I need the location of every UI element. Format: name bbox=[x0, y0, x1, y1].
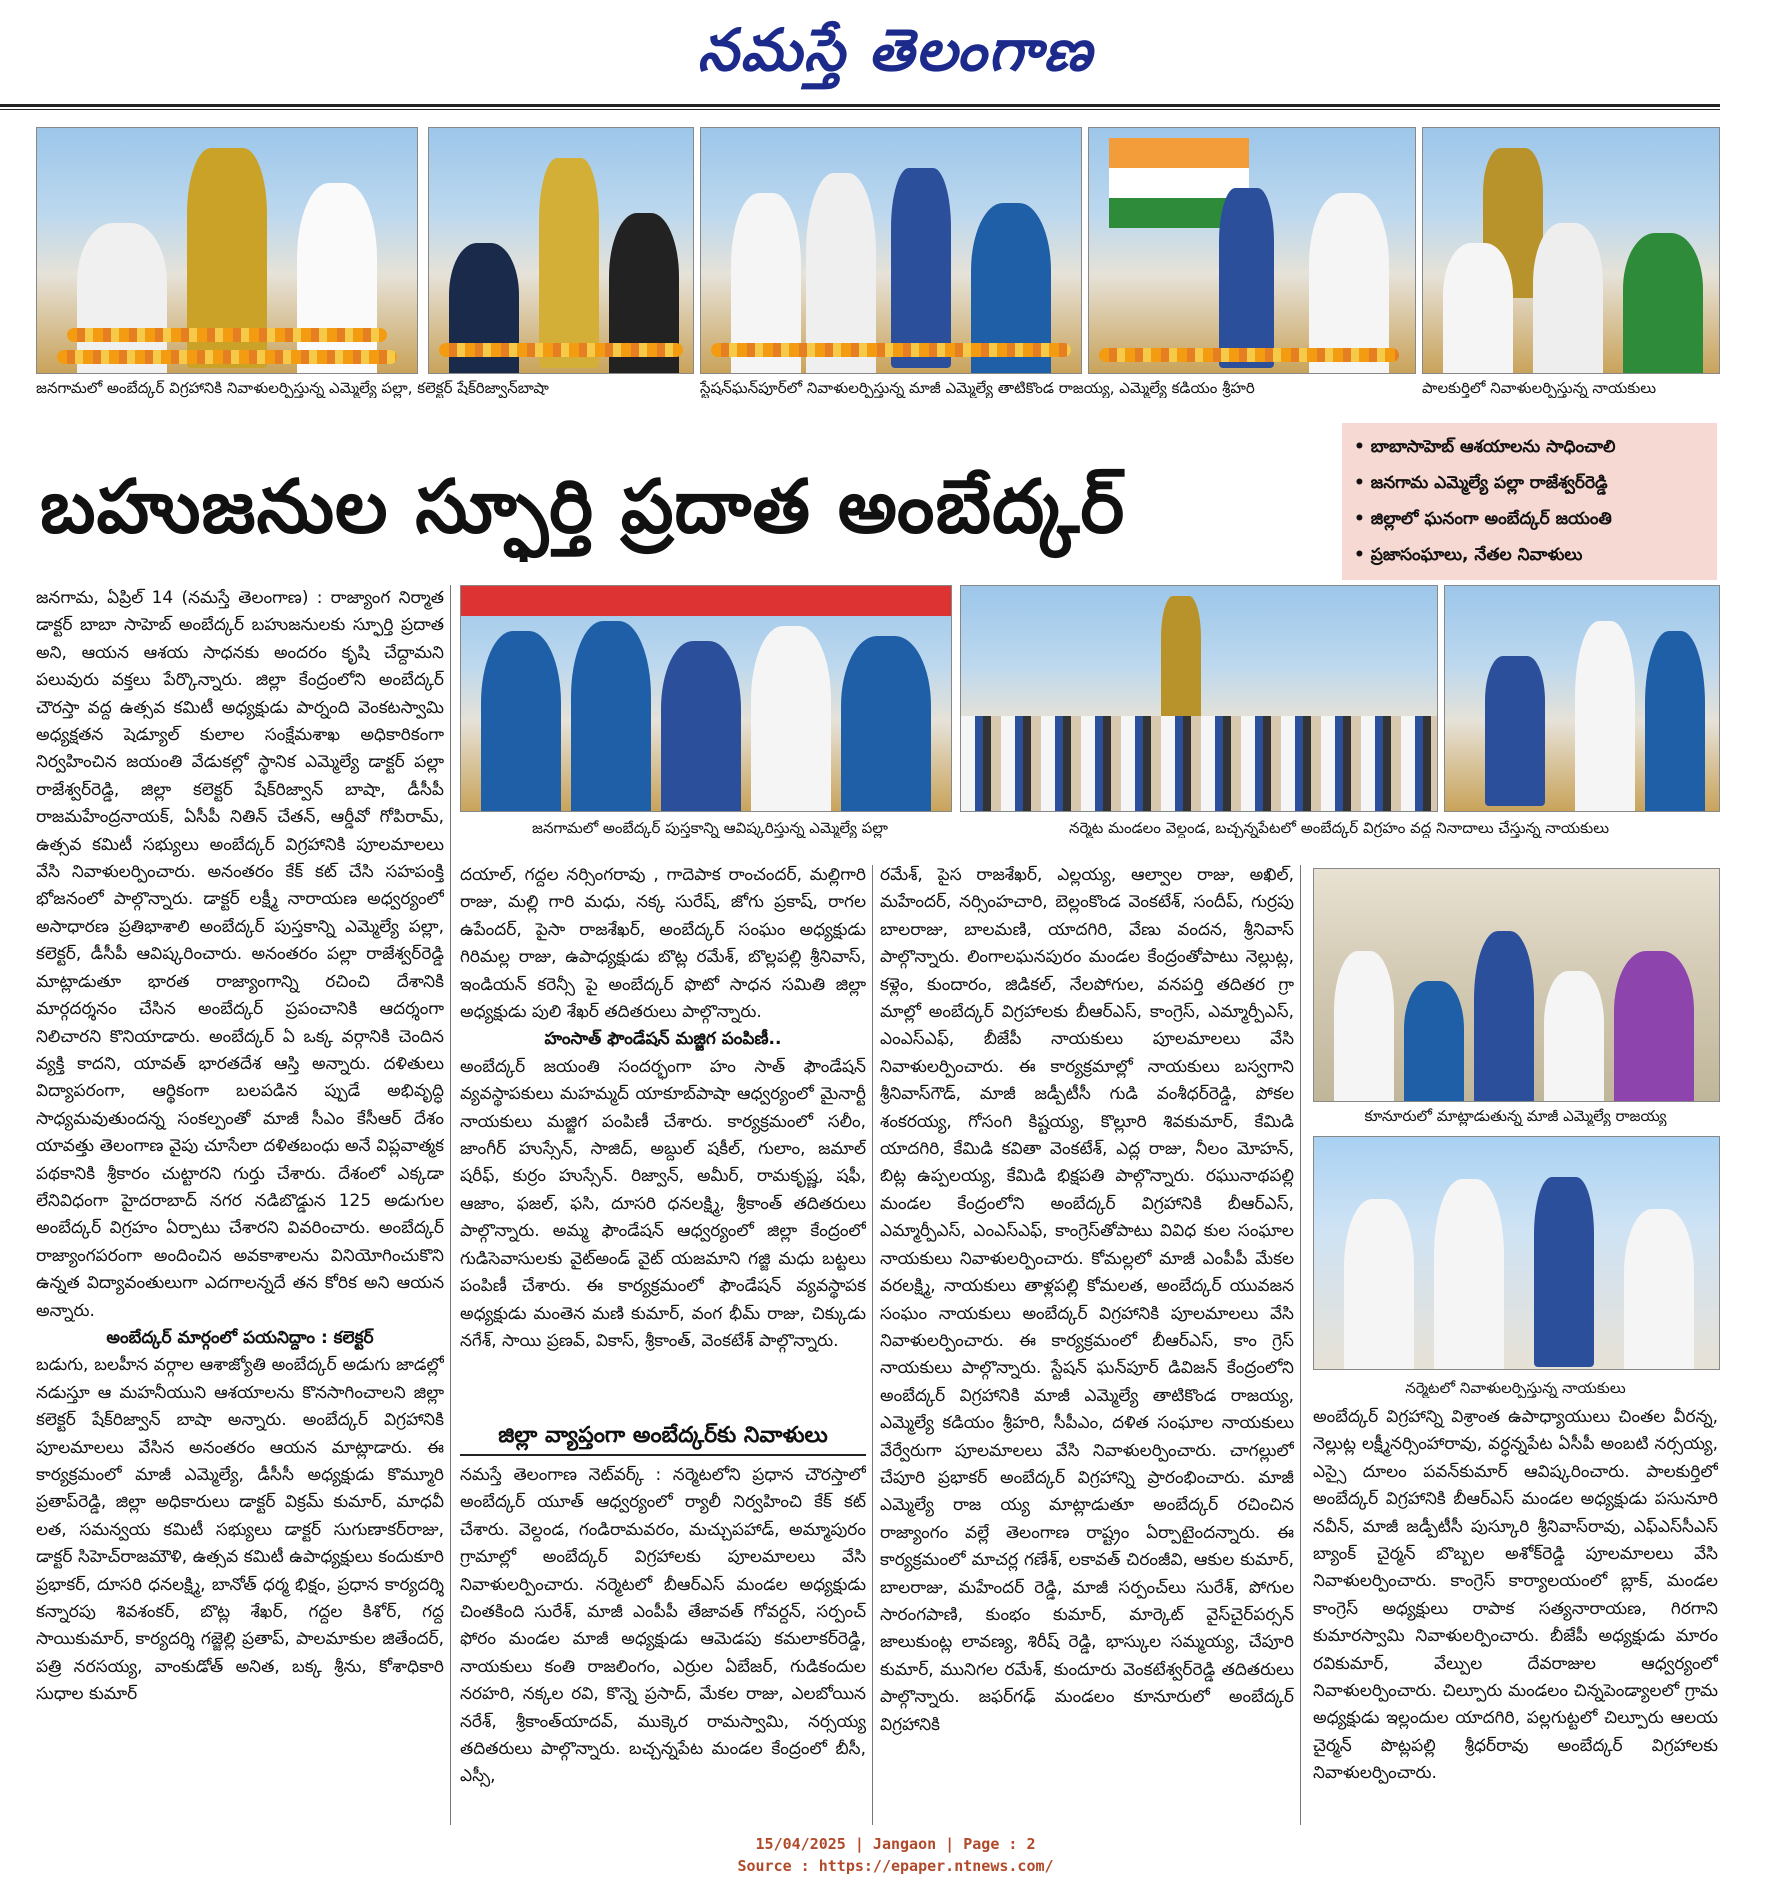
column-divider bbox=[872, 865, 873, 1825]
article-paragraph: బడుగు, బలహీన వర్గాల ఆశాజ్యోతి అంబేద్కర్ అడుగు జాడల్లో నడుస్తూ ఆ మహనీయుని ఆశయాలను కొనసాగించాలని జిల్లా కలెక్టర్ షేక్‌రిజ్వాన్ బాషా అన్నారు. అంబేద్కర్ విగ్రహానికి పూలమాలలు వేసిన అనంతరం ఆయన మాట్లాడారు. ఈ కార్యక్రమంలో మాజీ ఎమ్మెల్యే, డీసీసీ అధ్యక్షుడు కొమ్మూరి ప్రతాప్‌రెడ్డి, జిల్లా అధికారులు డాక్టర్ విక్రమ్ కుమార్, మాధవీ లత, సమన్వయ కమిటీ సభ్యులు డాక్టర్ సుగుణాకర్‌రాజు, డాక్టర్ సిహెచ్‌రాజమౌళి, ఉత్సవ కమిటీ ఉపాధ్యక్షులు కందుకూరి ప్రభాకర్, దూసరి ధనలక్ష్మి, బానోత్ ధర్మ భిక్షం, ప్రధాన కార్యదర్శి కన్నారపు శివశంకర్, బొట్ల శేఖర్, గద్దల కిశోర్, గద్ద సాయికుమార్, కార్యదర్శి గజ్జెల్లి ప్రతాప్, పాలమాకుల జితేందర్, పత్రి నరసయ్య, వాంకుడోత్ అనిత, బక్క శ్రీను, కోశాధికారి సుధాల కుమార్ bbox=[36, 1355, 444, 1705]
article-column-1 bbox=[36, 585, 444, 1825]
photo-velden-rally bbox=[960, 585, 1438, 812]
caption-book-release: జనగామలో అంబేద్కర్ పుస్తకాన్ని ఆవిష్కరిస్తున్న ఎమ్మెల్యే పల్లా bbox=[531, 819, 888, 837]
masthead-rule bbox=[0, 104, 1720, 107]
photo-jangaon-statue-2 bbox=[428, 127, 694, 374]
column-divider bbox=[1300, 865, 1301, 1825]
article-column-2b bbox=[460, 1462, 866, 1825]
masthead-rule-thin bbox=[0, 109, 1720, 110]
caption-palakurthi: పాలకుర్తిలో నివాళులర్పిస్తున్న నాయకులు bbox=[1422, 379, 1657, 397]
article-column-4 bbox=[1313, 1404, 1718, 1825]
caption-station-ghanpur: స్టేషన్‌ఘన్‌పూర్‌లో నివాళులర్పిస్తున్న మాజీ ఎమ్మెల్యే తాటికొండ రాజయ్య, ఎమ్మెల్యే కడియం శ్రీహరి bbox=[700, 379, 1255, 397]
article-subhead: హంసాత్ ఫౌండేషన్ మజ్జిగ పంపిణీ.. bbox=[544, 1029, 782, 1050]
photo-kunuru-meeting bbox=[1313, 868, 1720, 1102]
caption-jangaon-tribute: జనగామలో అంబేద్కర్ విగ్రహానికి నివాళులర్పిస్తున్న ఎమ్మెల్యే పల్లా, కలెక్టర్ షేక్‌రిజ్వాన్‌బాషా bbox=[36, 379, 549, 397]
highlights-box bbox=[1342, 423, 1717, 580]
article-subhead: అంబేద్కర్ మార్గంలో పయనిద్దాం : కలెక్టర్ bbox=[106, 1327, 374, 1348]
article-paragraph: దయాల్, గద్దల నర్సింగరావు , గాదెపాక రాంచందర్, మల్లిగారి రాజు, మల్లి గారి మధు, నక్క సురేష్, జోగు ప్రకాష్, రాగల ఉపేందర్, పైసా రాజశేఖర్, అంబేద్కర్ సంఘం అధ్యక్షుడు గిరిమల్ల రాజు, ఉపాధ్యక్షుడు బొట్ల రమేశ్, బొల్లపల్లి శ్రీనివాస్, ఇండియన్ కరెన్సీ పై అంబేద్కర్ ఫొటో సాధన సమితి జిల్లా అధ్యక్షుడు పులి శేఖర్ తదితరులు పాల్గొన్నారు. bbox=[460, 865, 866, 1023]
highlight-item: • జనగామ ఎమ్మెల్యే పల్లా రాజేశ్వర్‌రెడ్డి bbox=[1354, 473, 1608, 493]
photo-station-ghanpur bbox=[700, 127, 1082, 374]
photo-narmetta-statue bbox=[1444, 585, 1720, 812]
section-headline: జిల్లా వ్యాప్తంగా అంబేద్కర్‌కు నివాళులు bbox=[460, 1418, 866, 1456]
article-column-2 bbox=[460, 862, 866, 1416]
caption-velden: నర్మెట మండలం వెల్దండ, బచ్చన్నపేటలో అంబేద్కర్ విగ్రహం వద్ద నినాదాలు చేస్తున్న నాయకులు bbox=[1068, 819, 1610, 837]
newspaper-logo: నమస్తే తెలంగాణ bbox=[697, 16, 1094, 84]
caption-kunuru: కూనూరులో మాట్లాడుతున్న మాజీ ఎమ్మెల్యే రాజయ్య bbox=[1364, 1107, 1667, 1125]
caption-narmetta: నర్మెటలో నివాళులర్పిస్తున్న నాయకులు bbox=[1405, 1379, 1626, 1397]
article-column-3 bbox=[880, 862, 1294, 1825]
article-paragraph: నమస్తే తెలంగాణ నెట్‌వర్క్ : నర్మెటలోని ప్రధాన చౌరస్తాలో అంబేద్కర్ యూత్ ఆధ్వర్యంలో ర్యాలీ నిర్వహించి కేక్ కట్ చేశారు. వెల్దండ, గండిరామవరం, మచ్చుపహాడ్, అమ్మాపురం గ్రామాల్లో అంబేద్కర్ విగ్రహాలకు పూలమాలలు వేసి నివాళులర్పించారు. నర్మెటలో బీఆర్‌ఎస్ మండల అధ్యక్షుడు చింతకింది సురేశ్, మాజీ ఎంపీపీ తేజావత్ గోవర్దన్, సర్పంచ్ ఫోరం మండల మాజీ అధ్యక్షుడు ఆమెడపు కమలాకర్‌రెడ్డి, నాయకులు కంతి రాజలింగం, ఎర్రుల ఏబేజర్, గుడికందుల నరహరి, నక్కల రవి, కొన్నె ప్రసాద్, మేకల రాజు, ఎలబోయిన నరేశ్, శ్రీకాంత్‌యాదవ్, ముక్కెర రామస్వామి, నర్సయ్య తదితరులు పాల్గొన్నారు. బచ్చన్నపేట మండల కేంద్రంలో బీసీ, ఎస్సీ, bbox=[460, 1465, 866, 1787]
photo-station-ghanpur-2 bbox=[1088, 127, 1416, 374]
page-footer bbox=[0, 1833, 1791, 1877]
article-paragraph: రమేశ్, పైస రాజశేఖర్, ఎల్లయ్య, ఆల్వాల రాజు, అఖిల్, మహేందర్, నర్సింహచారి, బెల్లంకొండ వెంకటేశ్, సందీప్, గుర్రపు బాలరాజు, బాలమణి, యాదగిరి, వేణు వందన, శ్రీనివాస్ పాల్గొన్నారు. లింగాలఘనపురం మండల కేంద్రంతోపాటు నెల్లుట్ల, కళ్లెం, కుందారం, జిడికల్, నేలపోగుల, వనపర్తి తదితర గ్రా మాల్లో అంబేద్కర్ విగ్రహాలకు బీఆర్‌ఎస్, కాంగ్రెస్, ఎమ్మార్పీఎస్, ఎంఎస్‌ఎఫ్, బీజేపీ నాయకులు పూలమాలలు వేసి నివాళులర్పించారు. ఈ కార్యక్రమాల్లో నాయకులు బస్వగాని శ్రీనివాస్‌గౌడ్, మాజీ జడ్పీటీసీ గుడి వంశీధర్‌రెడ్డి, పోకల శంకరయ్య, గోసంగి కిష్టయ్య, కొల్లూరి శివకుమార్, కేమిడి యాదగిరి, కేమిడి కవితా వెంకటేశ్, ఎద్ల రాజు, నీలం మోహన్, బిట్ల ఉప్పలయ్య, కేమిడి భిక్షపతి పాల్గొన్నారు. రఘునాథపల్లి మండల కేంద్రంలోని అంబేద్కర్ విగ్రహానికి బీఆర్‌ఎస్, ఎమ్మార్పీఎస్, ఎంఎస్‌ఎఫ్, కాంగ్రెస్‌తోపాటు వివిధ కుల సంఘాల నాయకులు నివాళులర్పించారు. కోమల్లలో మాజీ ఎంపీపీ మేకల వరలక్ష్మి, నాయకులు తాళ్లపల్లి కోమలత, అంబేద్కర్ యువజన సంఘం నాయకులు అంబేద్కర్ విగ్రహానికి పూలమాలలు వేసి నివాళులర్పించారు. ఈ కార్యక్రమంలో బీఆర్‌ఎస్, కాం గ్రెస్ నాయకులు పాల్గొన్నారు. స్టేషన్ ఘన్‌పూర్ డివిజన్ కేంద్రంలోని అంబేద్కర్ విగ్రహానికి మాజీ ఎమ్మెల్యే తాటికొండ రాజయ్య, ఎమ్మెల్యే కడియం శ్రీహరి, సీపీఎం, దళిత సంఘాల నాయకులు వేర్వేరుగా పూలమాలలు వేసి నివాళులర్పించారు. చాగల్లులో చేపూరి ప్రభాకర్ అంబేద్కర్ విగ్రహాన్ని ప్రారంభించారు. మాజీ ఎమ్మెల్యే రాజ య్య మాట్లాడుతూ అంబేద్కర్ రచించిన రాజ్యాంగం వల్లే తెలంగాణ రాష్ట్రం ఏర్పాటైందన్నారు. ఈ కార్యక్రమంలో మాచర్ల గణేశ్, లకావత్ చిరంజీవి, ఆకుల కుమార్, బాలరాజు, మహేందర్ రెడ్డి, మాజీ సర్పంచ్‌లు సురేశ్, పోగుల సారంగపాణి, కుంభం కుమార్, మార్కెట్ వైస్‌చైర్‌పర్సన్ జాలుకుంట్ల లావణ్య, శిరీష్ రెడ్డి, భాస్కుల సమ్మయ్య, చేపూరి కుమార్, మునిగల రమేశ్, కుందూరు వెంకటేశ్వర్‌రెడ్డి తదితరులు పాల్గొన్నారు. జఫర్‌గఢ్ మండలం కూనూరులో అంబేద్కర్ విగ్రహానికి bbox=[880, 865, 1294, 1735]
highlight-item: • ప్రజాసంఘాలు, నేతల నివాళులు bbox=[1354, 545, 1583, 565]
footer-date-page: 15/04/2025 | Jangaon | Page : 2 bbox=[755, 1835, 1036, 1853]
photo-jangaon-statue bbox=[36, 127, 418, 374]
photo-palakurthi bbox=[1422, 127, 1720, 374]
photo-book-release bbox=[460, 585, 952, 812]
photo-narmetta-tribute bbox=[1313, 1136, 1720, 1370]
masthead bbox=[0, 0, 1791, 100]
headline: బహుజనుల స్ఫూర్తి ప్రదాత అంబేద్కర్ bbox=[40, 464, 1126, 550]
footer-source: Source : https://epaper.ntnews.com/ bbox=[737, 1857, 1054, 1875]
article-paragraph: జనగామ, ఏప్రిల్ 14 (నమస్తే తెలంగాణ) : రాజ్యాంగ నిర్మాత డాక్టర్ బాబా సాహెబ్ అంబేద్కర్ బహుజనులకు స్ఫూర్తి ప్రదాత అని, ఆయన ఆశయ సాధనకు అందరం కృషి చేద్దామని పలువురు వక్తలు పేర్కొన్నారు. జిల్లా కేంద్రంలోని అంబేద్కర్ చౌరస్తా వద్ద ఉత్సవ కమిటీ అధ్యక్షుడు పార్నంది వెంకటస్వామి అధ్యక్షతన షెడ్యూల్ కులాల సంక్షేమశాఖ అధికారికంగా నిర్వహించిన జయంతి వేడుకల్లో స్థానిక ఎమ్మెల్యే డాక్టర్ పల్లా రాజేశ్వర్‌రెడ్డి, జిల్లా కలెక్టర్ షేక్‌రిజ్వాన్ బాషా, డీసీపీ రాజమహేంద్రనాయక్, ఏసీపీ నితిన్ చేతన్, ఆర్డీవో గోపిరామ్, ఉత్సవ కమిటీ సభ్యులు అంబేద్కర్ విగ్రహానికి పూలమాలలు వేసి నివాళులర్పించారు. అనంతరం కేక్ కట్ చేసి సహపంక్తి భోజనంలో పాల్గొన్నారు. డాక్టర్ లక్ష్మీ నారాయణ అధ్వర్యంలో అసాధారణ ప్రతిభాశాలి అంబేద్కర్ పుస్తకాన్ని ఎమ్మెల్యే పల్లా, కలెక్టర్, డీసీపీ ఆవిష్కరించారు. అనంతరం పల్లా రాజేశ్వర్‌రెడ్డి మాట్లాడుతూ భారత రాజ్యాంగాన్ని రచించి దేశానికి మార్గదర్శనం చేసిన అంబేద్కర్ ప్రపంచానికి ఆదర్శంగా నిలిచారని కొనియాడారు. అంబేద్కర్ ఏ ఒక్క వర్గానికి చెందిన వ్యక్తి కాదని, యావత్ భారతదేశ ఆస్తి అన్నారు. దళితులు విద్యాపరంగా, ఆర్థికంగా బలపడిన ప్పుడే అభివృద్ధి సాధ్యమవుతుందన్న సంకల్పంతో మాజీ సీఎం కేసీఆర్ దేశం యావత్తు తెలంగాణ వైపు చూసేలా దళితబంధు అనే విప్లవాత్మక పథకానికి శ్రీకారం చుట్టారని గుర్తు చేశారు. దేశంలో ఎక్కడా లేనివిధంగా హైదరాబాద్ నగర నడిబొడ్డున 125 అడుగుల అంబేద్కర్ విగ్రహం ఏర్పాటు చేశారని వివరించారు. అంబేద్కర్ రాజ్యాంగపరంగా అందించిన అవకాశాలను వినియోగించుకొని ఉన్నత విద్యావంతులుగా ఎదగాలన్నదే తన కోరిక అని ఆయన అన్నారు. bbox=[36, 588, 444, 1321]
highlight-item: • జిల్లాలో ఘనంగా అంబేద్కర్ జయంతి bbox=[1354, 509, 1612, 529]
highlight-item: • బాబాసాహెబ్ ఆశయాలను సాధించాలి bbox=[1354, 437, 1616, 457]
column-divider bbox=[450, 585, 451, 1825]
article-paragraph: అంబేద్కర్ విగ్రహాన్ని విశ్రాంత ఉపాధ్యాయులు చింతల వీరన్న, నెల్లుట్ల లక్ష్మీనర్సింహారావు, వర్ధన్నపేట ఏసీపీ అంబటి నర్సయ్య, ఎస్సై దూలం పవన్‌కుమార్ ఆవిష్కరించారు. పాలకుర్తిలో అంబేద్కర్ విగ్రహానికి బీఆర్‌ఎస్ మండల అధ్యక్షుడు పసునూరి నవీన్, మాజీ జడ్పీటీసీ పుస్కూరి శ్రీనివాస్‌రావు, ఎఫ్‌ఎస్‌సీఎస్ బ్యాంక్ చైర్మన్ బొబ్బల అశోక్‌రెడ్డి పూలమాలలు వేసి నివాళులర్పించారు. కాంగ్రెస్ కార్యాలయంలో బ్లాక్, మండల కాంగ్రెస్ అధ్యక్షులు రాపాక సత్యనారాయణ, గిరగాని కుమారస్వామి నివాళులర్పించారు. బీజేపీ అధ్యక్షుడు మారం రవికుమార్, వేల్పుల దేవరాజుల ఆధ్వర్యంలో నివాళులర్పించారు. చిల్పూరు మండలం చిన్నపెండ్యాలలో గ్రామ అధ్యక్షుడు ఇల్లందుల యాదగిరి, పల్లగుట్టలో చిల్పూరు ఆలయ చైర్మన్ పొట్లపల్లి శ్రీధర్‌రావు అంబేద్కర్ విగ్రహాలకు నివాళులర్పించారు. bbox=[1313, 1407, 1718, 1784]
article-paragraph: అంబేద్కర్ జయంతి సందర్భంగా హం సాత్ ఫౌండేషన్ వ్యవస్థాపకులు మహమ్మద్ యాకూబ్‌పాషా ఆధ్వర్యంలో మైనార్టీ నాయకులు మజ్జిగ పంపిణీ చేశారు. కార్యక్రమంలో సలీం, జాంగీర్ హుస్సేన్, సాజిద్, అబ్దుల్ షకీల్, గులాం, జమాల్ షరీఫ్, కుర్రం హుస్సేన్. రిజ్వాన్, అమీర్, రామకృష్ణ, షఫీ, ఆజాం, ఫజల్, ఫసి, దూసరి ధనలక్ష్మి, శ్రీకాంత్ తదితరులు పాల్గొన్నారు. అమ్మ ఫౌండేషన్ ఆధ్వర్యంలో జిల్లా కేంద్రంలో గుడిసెవాసులకు వైట్‌అండ్ వైట్ యజమాని గజ్జి మధు బట్టలు పంపిణీ చేశారు. ఈ కార్యక్రమంలో ఫౌండేషన్ వ్యవస్థాపక అధ్యక్షుడు మంతెన మణి కుమార్, వంగ భీమ్ రాజు, చిక్కుడు నగేశ్, సాయి ప్రణవ్, వికాస్, శ్రీకాంత్, వెంకటేశ్ పాల్గొన్నారు. bbox=[460, 1056, 866, 1351]
